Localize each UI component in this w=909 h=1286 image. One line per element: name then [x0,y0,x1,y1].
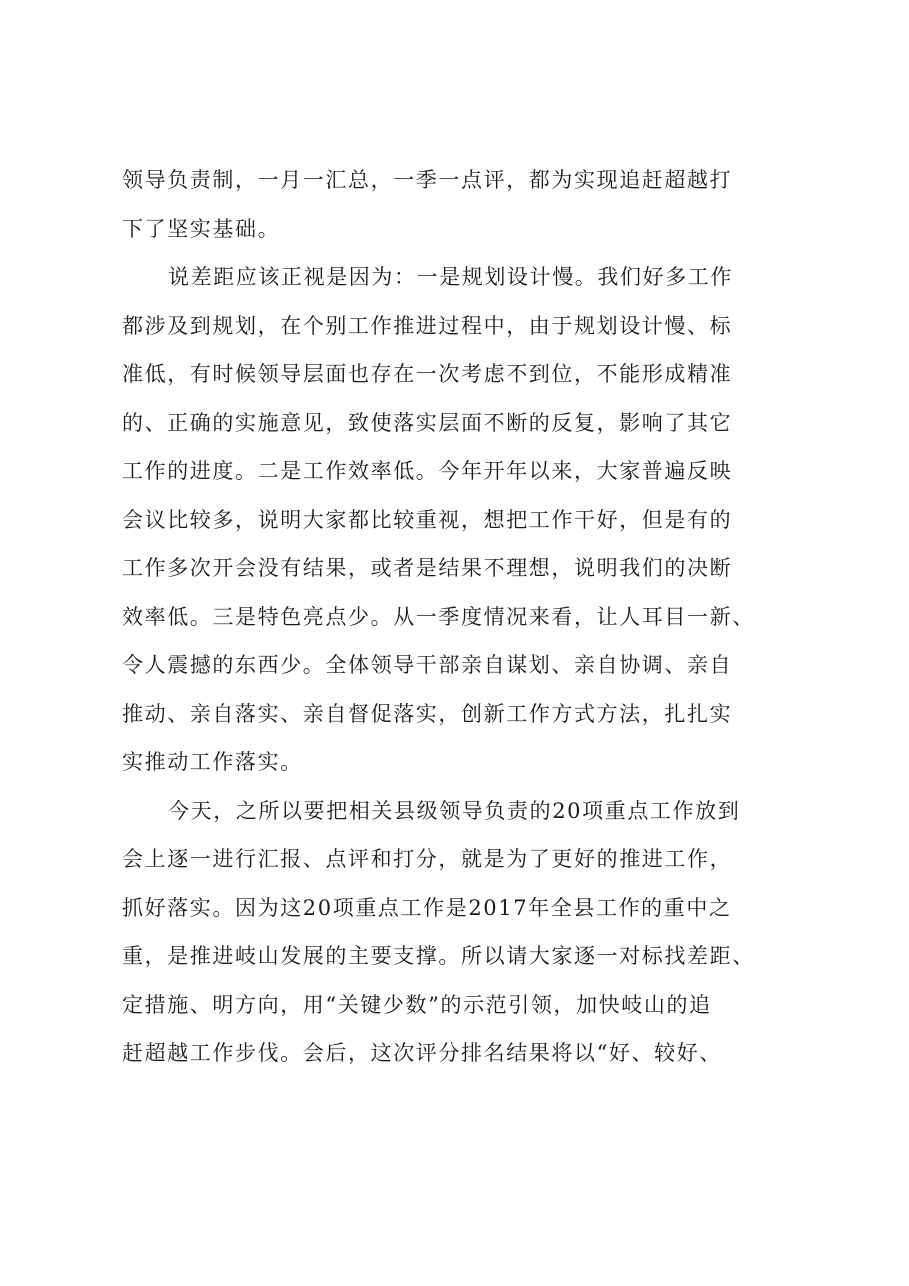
paragraph-1 [122,156,810,253]
text-line: 定措施、明方向，用“关键少数”的示范引领，加快岐山的追 [122,992,712,1017]
text-line: 工作的进度。二是工作效率低。今年开年以来，大家普遍反映 [122,459,733,483]
paragraph-2 [122,253,810,787]
text-line: 效率低。三是特色亮点少。从一季度情况来看，让人耳目一新、 [122,604,755,629]
text-line: 令人震撼的东西少。全体领导干部亲自谋划、亲自协调、亲自 [122,653,733,677]
text-line: 准低，有时候领导层面也存在一次考虑不到位，不能形成精准 [122,362,733,386]
text-line: 的、正确的实施意见，致使落实层面不断的反复，影响了其它 [122,410,733,435]
text-line: 推动、亲自落实、亲自督促落实，创新工作方式方法，扎扎实 [122,701,733,726]
text-line: 今天，之所以要把相关县级领导负责的20项重点工作放到 [168,798,741,823]
text-line: 实推动工作落实。 [122,750,303,774]
document-body [122,156,810,1078]
text-line: 抓好落实。因为这20项重点工作是2017年全县工作的重中之 [122,895,732,920]
text-line: 赶超越工作步伐。会后，这次评分排名结果将以“好、较好、 [122,1041,722,1065]
text-line: 说差距应该正视是因为：一是规划设计慢。我们好多工作 [168,265,733,289]
paragraph-3 [122,787,810,1078]
text-line: 领导负责制，一月一汇总，一季一点评，都为实现追赶超越打 [122,168,733,192]
text-line: 工作多次开会没有结果，或者是结果不理想，说明我们的决断 [122,556,733,580]
text-line: 都涉及到规划，在个别工作推进过程中，由于规划设计慢、标 [122,313,733,338]
text-line: 会议比较多，说明大家都比较重视，想把工作干好，但是有的 [122,507,733,532]
text-line: 会上逐一进行汇报、点评和打分，就是为了更好的推进工作， [122,847,733,871]
text-line: 下了坚实基础。 [122,216,281,241]
text-line: 重，是推进岐山发展的主要支撑。所以请大家逐一对标找差距、 [122,944,755,968]
